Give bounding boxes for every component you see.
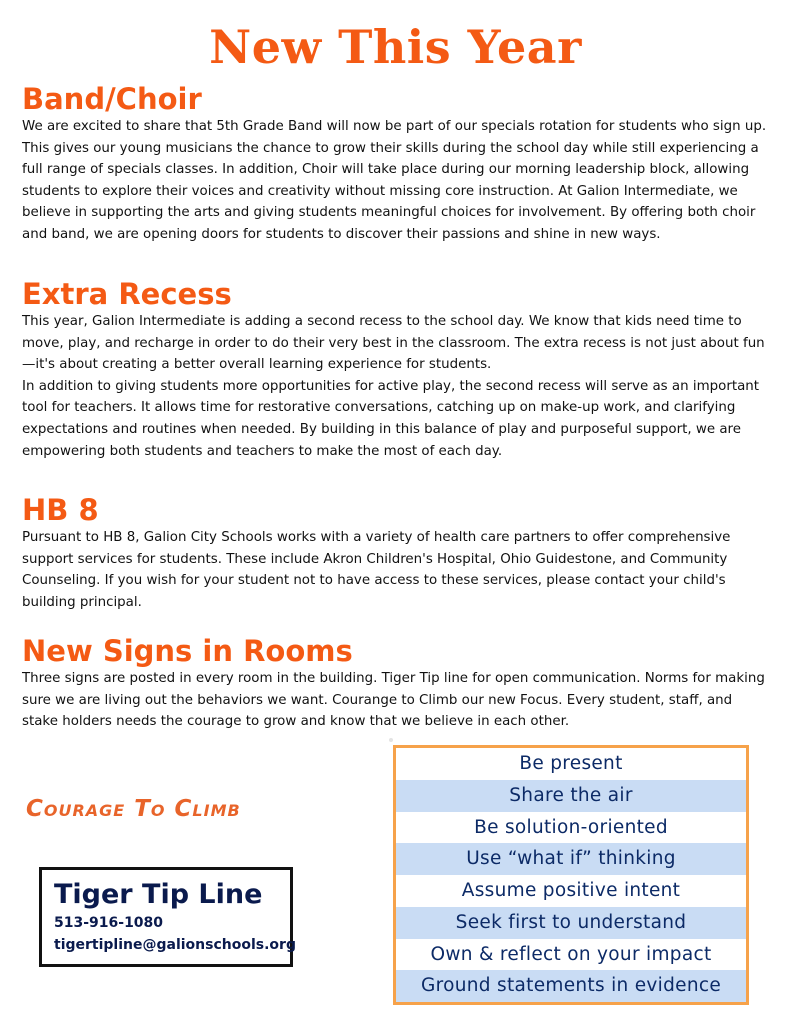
section-heading-new-signs: New Signs in Rooms xyxy=(22,634,353,668)
courage-to-climb-sign: Courage To Climb xyxy=(26,796,241,822)
section-heading-hb8: HB 8 xyxy=(22,493,99,527)
tiger-tip-line-email: tigertipline@galionschools.org xyxy=(54,937,296,953)
section-band-choir xyxy=(22,82,772,246)
section-body-extra-recess-2: In addition to giving students more opportunities for active play, the second recess will serve as an important tool for teachers. It allows time for restorative conversations, catching up on make-up work, and clarifying expectations and routines when needed. By building in this balance of play and purposeful support, we are empowering both students and teachers to make the most of each day. xyxy=(22,378,760,459)
stray-dot xyxy=(389,738,393,742)
section-body-band-choir: We are excited to share that 5th Grade Band will now be part of our specials rotation for students who sign up. This gives our young musicians the chance to grow their skills during the school day while still experiencing a full range of specials classes. In addition, Choir will take place during our morning leadership block, allowing students to explore their voices and creativity without missing core instruction. At Galion Intermediate, we believe in supporting the arts and giving students meaningful choices for involvement. By offering both choir and band, we are opening doors for students to discover their passions and shine in new ways. xyxy=(22,119,767,242)
norm-item: Use “what if” thinking xyxy=(396,843,746,875)
tiger-tip-line-title: Tiger Tip Line xyxy=(54,879,263,910)
section-extra-recess xyxy=(22,277,772,462)
norm-item: Be solution-oriented xyxy=(474,816,668,838)
tiger-tip-line-box xyxy=(39,867,296,967)
section-hb8 xyxy=(22,493,772,613)
norm-item: Ground statements in evidence xyxy=(396,970,746,1002)
section-body-new-signs: Three signs are posted in every room in the building. Tiger Tip line for open communication. Norms for making sure we are living out the behaviors we want. Courange to Climb our new Focus. Every student, staff, and stake holders needs the courage to grow and know that we believe in each other. xyxy=(22,671,765,730)
norm-item: Share the air xyxy=(396,780,746,812)
section-body-extra-recess-1: This year, Galion Intermediate is adding a second recess to the school day. We know that kids need time to move, play, and recharge in order to do their very best in the classroom. The extra recess is not just about fun—it's about creating a better overall learning experience for students. xyxy=(22,314,765,373)
norm-item: Seek first to understand xyxy=(396,907,746,939)
norm-item: Be present xyxy=(519,753,623,774)
section-body-hb8: Pursuant to HB 8, Galion City Schools works with a variety of health care partners to offer comprehensive support services for students. These include Akron Children's Hospital, Ohio Guidestone, and Community Counseling. If you wish for your student not to have access to these services, please contact your child's building principal. xyxy=(22,530,731,610)
section-new-signs xyxy=(22,634,772,733)
norm-item: Own & reflect on your impact xyxy=(430,943,712,965)
section-heading-band-choir: Band/Choir xyxy=(22,82,202,116)
page-title: New This Year xyxy=(209,20,582,74)
norms-sign xyxy=(393,745,749,1005)
norm-item: Assume positive intent xyxy=(461,880,681,901)
section-heading-extra-recess: Extra Recess xyxy=(22,277,232,311)
tiger-tip-line-phone: 513-916-1080 xyxy=(54,915,164,931)
